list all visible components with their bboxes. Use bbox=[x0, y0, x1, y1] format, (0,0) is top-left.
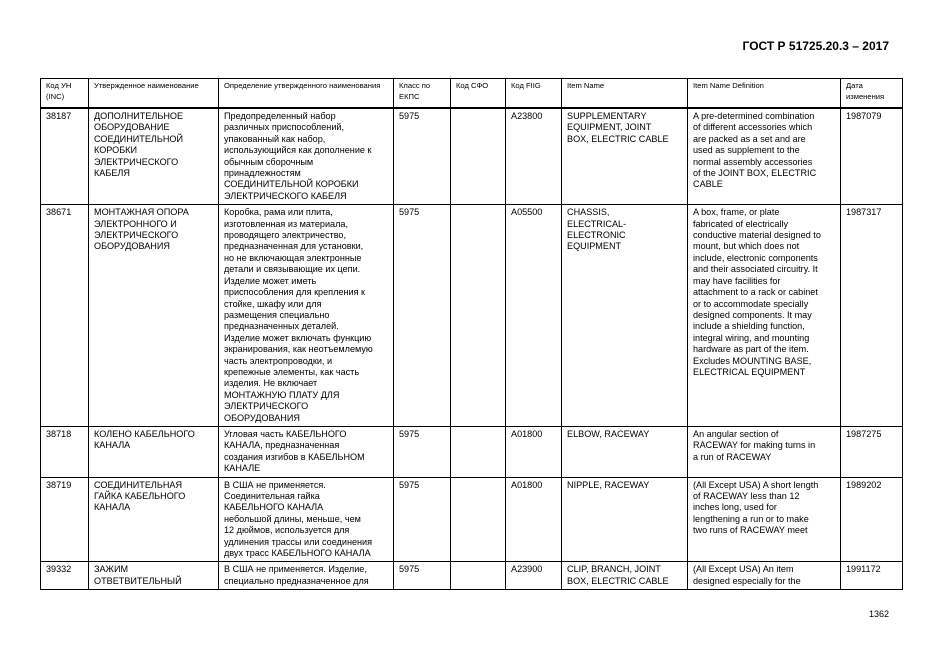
table-header bbox=[41, 79, 903, 109]
cell-inc: 39332 bbox=[41, 562, 89, 590]
col-header-date: Дата изменения bbox=[841, 79, 903, 109]
cell-item-definition: (All Except USA) A short length of RACEWAY less than 12 inches long, used for lengthening a run or to make two runs of RACEWAY meet bbox=[688, 477, 841, 562]
cell-date: 1991172 bbox=[841, 562, 903, 590]
cell-definition-ru: В США не применяется. Соединительная гайка КАБЕЛЬНОГО КАНАЛА небольшой длины, меньше, чем 12 дюймов, используется для удлинения трассы или соединения двух трасс КАБЕЛЬНОГО КАНАЛА bbox=[219, 477, 394, 562]
cell-item-definition: A pre-determined combination of different accessories which are packed as a set and are used as supplement to the normal assembly accessories of the JOINT BOX, ELECTRIC CABLE bbox=[688, 108, 841, 205]
cell-name-ru: МОНТАЖНАЯ ОПОРА ЭЛЕКТРОННОГО И ЭЛЕКТРИЧЕСКОГО ОБОРУДОВАНИЯ bbox=[89, 205, 219, 427]
table-row bbox=[41, 477, 903, 562]
table-row bbox=[41, 108, 903, 205]
cell-item-name: SUPPLEMENTARY EQUIPMENT, JOINT BOX, ELECTRIC CABLE bbox=[562, 108, 688, 205]
col-header-class: Класс по ЕКПС bbox=[394, 79, 451, 109]
table-row bbox=[41, 562, 903, 590]
table-body bbox=[41, 108, 903, 590]
cell-item-definition: An angular section of RACEWAY for making turns in a run of RACEWAY bbox=[688, 426, 841, 477]
cell-definition-ru: Угловая часть КАБЕЛЬНОГО КАНАЛА, предназначенная создания изгибов в КАБЕЛЬНОМ КАНАЛЕ bbox=[219, 426, 394, 477]
cell-fiig: A23800 bbox=[506, 108, 562, 205]
cell-inc: 38719 bbox=[41, 477, 89, 562]
cell-name-ru: ЗАЖИМ ОТВЕТВИТЕЛЬНЫЙ bbox=[89, 562, 219, 590]
cell-sfo bbox=[451, 108, 506, 205]
cell-class: 5975 bbox=[394, 205, 451, 427]
cell-inc: 38671 bbox=[41, 205, 89, 427]
cell-sfo bbox=[451, 562, 506, 590]
cell-item-definition: A box, frame, or plate fabricated of electrically conductive material designed to mount, but which does not include, electronic components and their associated circuitry. It may have facilities for attachment to a rack or cabinet or to accommodate specially designed components. It may include a shielding function, integral wiring, and mounting hardware as part of the item. Excludes MOUNTING BASE, ELECTRICAL EQUIPMENT bbox=[688, 205, 841, 427]
cell-sfo bbox=[451, 477, 506, 562]
cell-definition-ru: Предопределенный набор различных приспособлений, упакованный как набор, использующийся как дополнение к обычным сборочным принадлежностям СОЕДИНИТЕЛЬНОЙ КОРОБКИ ЭЛЕКТРИЧЕСКОГО КАБЕЛЯ bbox=[219, 108, 394, 205]
col-header-fiig: Код FIIG bbox=[506, 79, 562, 109]
document-id: ГОСТ Р 51725.20.3 – 2017 bbox=[742, 39, 889, 53]
cell-item-definition: (All Except USA) An item designed especially for the bbox=[688, 562, 841, 590]
cell-name-ru: КОЛЕНО КАБЕЛЬНОГО КАНАЛА bbox=[89, 426, 219, 477]
cell-item-name: CLIP, BRANCH, JOINT BOX, ELECTRIC CABLE bbox=[562, 562, 688, 590]
cell-name-ru: ДОПОЛНИТЕЛЬНОЕ ОБОРУДОВАНИЕ СОЕДИНИТЕЛЬНОЙ КОРОБКИ ЭЛЕКТРИЧЕСКОГО КАБЕЛЯ bbox=[89, 108, 219, 205]
cell-class: 5975 bbox=[394, 562, 451, 590]
cell-item-name: ELBOW, RACEWAY bbox=[562, 426, 688, 477]
cell-definition-ru: Коробка, рама или плита, изготовленная из материала, проводящего электричество, предназначенная для установки, но не включающая электронные детали и связывающие их цепи. Изделие может иметь приспособления для крепления к стойке, шкафу или для размещения специально предназначенных деталей. Изделие может включать функцию экранирования, как неотъемлемую часть электропроводки, и крепежные элементы, как часть изделия. Не включает МОНТАЖНУЮ ПЛАТУ ДЛЯ ЭЛЕКТРИЧЕСКОГО ОБОРУДОВАНИЯ bbox=[219, 205, 394, 427]
table-row bbox=[41, 205, 903, 427]
col-header-definition: Определение утвержденного наименования bbox=[219, 79, 394, 109]
col-header-item-definition: Item Name Definition bbox=[688, 79, 841, 109]
cell-class: 5975 bbox=[394, 477, 451, 562]
col-header-inc: Код УН (INC) bbox=[41, 79, 89, 109]
cell-fiig: A23900 bbox=[506, 562, 562, 590]
col-header-sfo: Код СФО bbox=[451, 79, 506, 109]
cell-class: 5975 bbox=[394, 108, 451, 205]
cell-class: 5975 bbox=[394, 426, 451, 477]
cell-inc: 38187 bbox=[41, 108, 89, 205]
cell-fiig: A01800 bbox=[506, 477, 562, 562]
table-row bbox=[41, 426, 903, 477]
cell-item-name: NIPPLE, RACEWAY bbox=[562, 477, 688, 562]
col-header-approved-name: Утвержденное наименование bbox=[89, 79, 219, 109]
page-number: 1362 bbox=[868, 609, 889, 619]
cell-name-ru: СОЕДИНИТЕЛЬНАЯ ГАЙКА КАБЕЛЬНОГО КАНАЛА bbox=[89, 477, 219, 562]
cell-sfo bbox=[451, 426, 506, 477]
cell-fiig: A01800 bbox=[506, 426, 562, 477]
cell-date: 1987079 bbox=[841, 108, 903, 205]
col-header-item-name: Item Name bbox=[562, 79, 688, 109]
cell-item-name: CHASSIS, ELECTRICAL- ELECTRONIC EQUIPMENT bbox=[562, 205, 688, 427]
cell-date: 1989202 bbox=[841, 477, 903, 562]
cell-inc: 38718 bbox=[41, 426, 89, 477]
classification-table bbox=[40, 78, 903, 590]
cell-date: 1987317 bbox=[841, 205, 903, 427]
cell-definition-ru: В США не применяется. Изделие, специально предназначенное для bbox=[219, 562, 394, 590]
cell-date: 1987275 bbox=[841, 426, 903, 477]
cell-fiig: A05500 bbox=[506, 205, 562, 427]
cell-sfo bbox=[451, 205, 506, 427]
